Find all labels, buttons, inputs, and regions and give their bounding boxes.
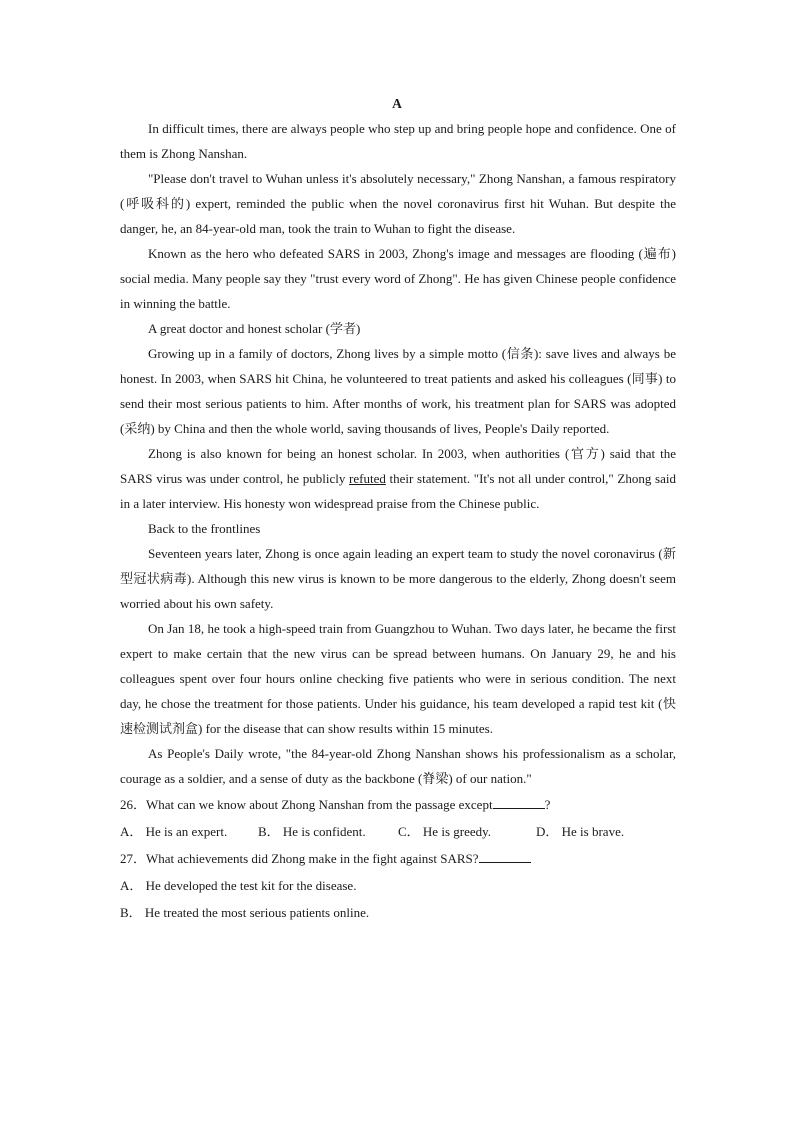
section-heading-2: Back to the frontlines xyxy=(148,521,261,536)
paragraph-5-part-1: Zhong is also known for being an honest scholar. In 2003, when authorities (官方) said that the SARS virus was under control, he publicly xyxy=(120,446,676,486)
q26-option-d[interactable]: D． He is brave. xyxy=(536,824,625,839)
q27-option-a[interactable]: A． He developed the test kit for the disease. xyxy=(120,878,357,893)
paragraph-3: Known as the hero who defeated SARS in 2003, Zhong's image and messages are flooding (遍布) social media. Many people say they "trust every word of Zhong". He has given Chinese people confidence in winning the battle. xyxy=(120,246,676,311)
underlined-word: refuted xyxy=(349,471,386,486)
paragraph-5-part-2: their statement. "It's not all under control," Zhong said in a later interview. His honesty won widespread praise from the Chinese public. xyxy=(120,471,676,511)
paragraph-7: On Jan 18, he took a high-speed train from Guangzhou to Wuhan. Two days later, he became the first expert to make certain that the new virus can be spread between humans. On January 29, he and his colleagues spent over four hours online checking five patients who were in serious condition. The next day, he chose the treatment for those patients. Under his guidance, his team developed a rapid test kit (快速检测试剂盒) for the disease that can show results within 15 minutes. xyxy=(120,621,676,736)
paragraph-1: In difficult times, there are always people who step up and bring people hope and confidence. One of them is Zhong Nanshan. xyxy=(120,121,676,161)
passage-title: A xyxy=(392,96,402,111)
paragraph-8: As People's Daily wrote, "the 84-year-old Zhong Nanshan shows his professionalism as a scholar, courage as a soldier, and a sense of duty as the backbone (脊梁) of our nation." xyxy=(120,746,676,786)
question-27 xyxy=(120,845,676,872)
paragraph-5 xyxy=(120,441,676,516)
paragraph-4: Growing up in a family of doctors, Zhong lives by a simple motto (信条): save lives and always be honest. In 2003, when SARS hit China, he volunteered to treat patients and asked his colleagues (同事) to send their most serious patients to him. After months of work, his treatment plan for SARS was adopted (采纳) by China and then the whole world, saving thousands of lives, People's Daily reported. xyxy=(120,346,676,436)
question-27-stem: 27．What achievements did Zhong make in the fight against SARS? xyxy=(120,851,479,866)
question-26 xyxy=(120,791,676,818)
question-26-options xyxy=(120,818,676,845)
q26-option-a[interactable]: A． He is an expert. xyxy=(120,824,228,839)
q27-option-b[interactable]: B． He treated the most serious patients online. xyxy=(120,905,370,920)
paragraph-2: "Please don't travel to Wuhan unless it's absolutely necessary," Zhong Nanshan, a famous respiratory (呼吸科的) expert, reminded the public when the novel coronavirus first hit Wuhan. But despite the danger, he, an 84-year-old man, took the train to Wuhan to fight the disease. xyxy=(120,171,676,236)
passage-body xyxy=(120,116,676,926)
answer-blank-27[interactable] xyxy=(479,850,531,863)
section-heading-1: A great doctor and honest scholar (学者) xyxy=(148,321,361,336)
q26-option-c[interactable]: C． He is greedy. xyxy=(398,824,492,839)
question-26-end: ? xyxy=(544,797,551,812)
question-26-stem: 26．What can we know about Zhong Nanshan from the passage except xyxy=(120,797,493,812)
answer-blank-26[interactable] xyxy=(493,796,545,809)
q26-option-b[interactable]: B． He is confident. xyxy=(258,824,366,839)
paragraph-6: Seventeen years later, Zhong is once again leading an expert team to study the novel coronavirus (新型冠状病毒). Although this new virus is known to be more dangerous to the elderly, Zhong doesn't seem worried about his own safety. xyxy=(120,546,676,611)
